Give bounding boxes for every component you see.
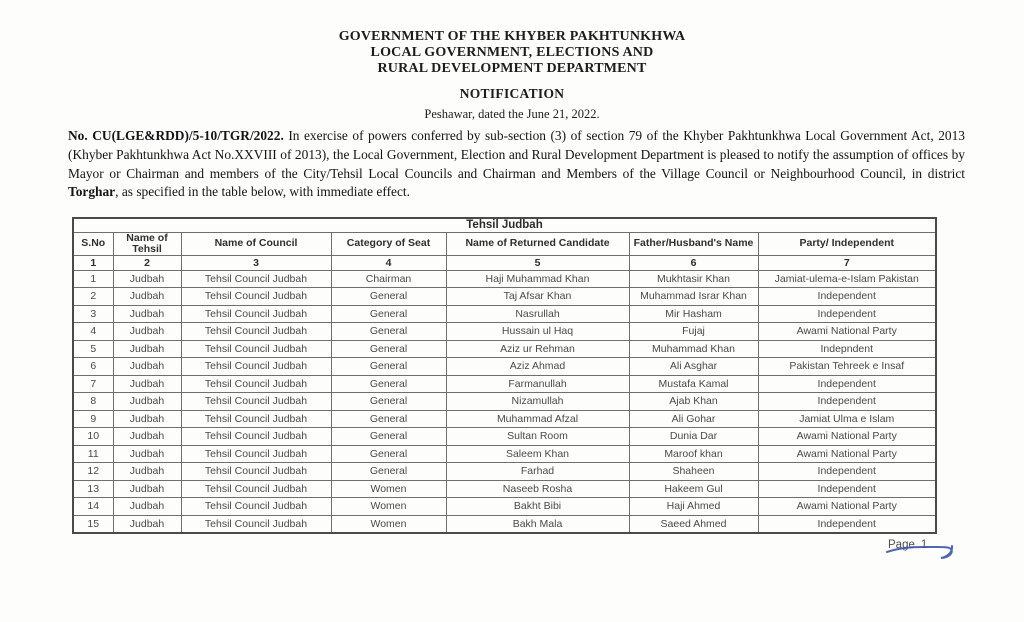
header-line-3: RURAL DEVELOPMENT DEPARTMENT	[377, 61, 647, 76]
table-cell: Farhad	[446, 463, 629, 481]
table-cell: Judbah	[113, 515, 181, 533]
reference-number: No. CU(LGE&RDD)/5-10/TGR/2022.	[68, 128, 284, 143]
table-cell: Judbah	[113, 358, 181, 376]
table-cell: Mukhtasir Khan	[629, 270, 758, 288]
table-cell: 13	[73, 480, 113, 498]
table-cell: Sultan Room	[446, 428, 629, 446]
table-cell: Muhammad Khan	[629, 340, 758, 358]
table-cell: Tehsil Council Judbah	[181, 445, 331, 463]
table-cell: 15	[73, 515, 113, 533]
table-cell: Independent	[758, 305, 936, 323]
table-cell: General	[331, 410, 446, 428]
table-cell: Nasrullah	[446, 305, 629, 323]
table-cell: Awami National Party	[758, 428, 936, 446]
table-cell: Jamiat-ulema-e-Islam Pakistan	[758, 270, 936, 288]
table-row	[73, 498, 936, 516]
table-cell: Judbah	[113, 393, 181, 411]
column-number: 2	[113, 255, 181, 270]
table-cell: Jamiat Ulma e Islam	[758, 410, 936, 428]
table-row	[73, 270, 936, 288]
table-cell: Saleem Khan	[446, 445, 629, 463]
table-cell: Taj Afsar Khan	[446, 288, 629, 306]
table-cell: Judbah	[113, 270, 181, 288]
column-header-sno: S.No	[73, 232, 113, 255]
table-cell: Women	[331, 515, 446, 533]
column-header-council: Name of Council	[181, 232, 331, 255]
table-row	[73, 445, 936, 463]
table-cell: Independent	[758, 463, 936, 481]
table-cell: 5	[73, 340, 113, 358]
table-row	[73, 480, 936, 498]
table-cell: Aziz Ahmad	[446, 358, 629, 376]
table-row	[73, 358, 936, 376]
table-row	[73, 288, 936, 306]
table-cell: Mustafa Kamal	[629, 375, 758, 393]
table-row	[73, 410, 936, 428]
table-cell: Judbah	[113, 480, 181, 498]
table-cell: 6	[73, 358, 113, 376]
table-cell: General	[331, 358, 446, 376]
table-cell: Tehsil Council Judbah	[181, 498, 331, 516]
table-cell: Tehsil Council Judbah	[181, 340, 331, 358]
table-cell: Aziz ur Rehman	[446, 340, 629, 358]
table-cell: Bakh Mala	[446, 515, 629, 533]
table-row	[73, 463, 936, 481]
table-cell: General	[331, 463, 446, 481]
table-cell: Judbah	[113, 445, 181, 463]
table-cell: General	[331, 305, 446, 323]
column-header-category: Category of Seat	[331, 232, 446, 255]
page-footer	[888, 539, 933, 551]
column-number: 1	[73, 255, 113, 270]
table-cell: Tehsil Council Judbah	[181, 480, 331, 498]
column-header-father: Father/Husband's Name	[629, 232, 758, 255]
table-cell: 11	[73, 445, 113, 463]
table-cell: Judbah	[113, 463, 181, 481]
table-cell: 8	[73, 393, 113, 411]
column-number: 3	[181, 255, 331, 270]
table-cell: Tehsil Council Judbah	[181, 463, 331, 481]
table-cell: Farmanullah	[446, 375, 629, 393]
table-cell: Tehsil Council Judbah	[181, 515, 331, 533]
header-line-1: GOVERNMENT OF THE KHYBER PAKHTUNKHWA	[338, 29, 686, 44]
table-title: Tehsil Judbah	[73, 218, 936, 232]
table-cell: 14	[73, 498, 113, 516]
table-cell: Shaheen	[629, 463, 758, 481]
table-cell: 12	[73, 463, 113, 481]
column-number: 7	[758, 255, 936, 270]
table-cell: Hussain ul Haq	[446, 323, 629, 341]
table-cell: 10	[73, 428, 113, 446]
table-cell: 7	[73, 375, 113, 393]
table-cell: 2	[73, 288, 113, 306]
table-cell: Tehsil Council Judbah	[181, 393, 331, 411]
column-header-candidate: Name of Returned Candidate	[446, 232, 629, 255]
table-cell: Muhammad Afzal	[446, 410, 629, 428]
table-cell: General	[331, 340, 446, 358]
table-cell: Pakistan Tehreek e Insaf	[758, 358, 936, 376]
table-cell: 4	[73, 323, 113, 341]
table-cell: Judbah	[113, 340, 181, 358]
table-cell: 9	[73, 410, 113, 428]
table-cell: Independent	[758, 288, 936, 306]
table-cell: General	[331, 393, 446, 411]
table-cell: General	[331, 288, 446, 306]
table-cell: Women	[331, 480, 446, 498]
table-cell: Tehsil Council Judbah	[181, 375, 331, 393]
page-number: 1	[920, 539, 928, 551]
table-cell: Judbah	[113, 288, 181, 306]
dateline: Peshawar, dated the June 21, 2022.	[424, 107, 600, 121]
table-cell: Fujaj	[629, 323, 758, 341]
table-cell: Muhammad Israr Khan	[629, 288, 758, 306]
table-title-row	[73, 218, 936, 232]
table-cell: Women	[331, 498, 446, 516]
table-cell: Independent	[758, 515, 936, 533]
notification-title: NOTIFICATION	[459, 86, 565, 101]
table-cell: Judbah	[113, 498, 181, 516]
table-cell: Awami National Party	[758, 498, 936, 516]
body-paragraph	[68, 127, 965, 202]
doc-header	[0, 29, 1024, 77]
table-cell: Tehsil Council Judbah	[181, 358, 331, 376]
district-name: Torghar	[68, 184, 116, 200]
table-row	[73, 305, 936, 323]
table-cell: Independent	[758, 480, 936, 498]
column-header-tehsil: Name of Tehsil	[113, 232, 181, 255]
table-cell: Hakeem Gul	[629, 480, 758, 498]
table-cell: Judbah	[113, 323, 181, 341]
table-cell: General	[331, 445, 446, 463]
table-cell: 1	[73, 270, 113, 288]
header-line-2: LOCAL GOVERNMENT, ELECTIONS AND	[370, 45, 654, 60]
table-row	[73, 393, 936, 411]
column-number: 4	[331, 255, 446, 270]
column-header-party: Party/ Independent	[758, 232, 936, 255]
table-cell: Judbah	[113, 428, 181, 446]
table-cell: Tehsil Council Judbah	[181, 428, 331, 446]
table-row	[73, 323, 936, 341]
table-cell: Tehsil Council Judbah	[181, 323, 331, 341]
table-row	[73, 515, 936, 533]
table-cell: Judbah	[113, 375, 181, 393]
table-cell: Awami National Party	[758, 445, 936, 463]
column-number-row	[73, 255, 936, 270]
table-cell: General	[331, 375, 446, 393]
table-cell: Tehsil Council Judbah	[181, 288, 331, 306]
table-cell: Judbah	[113, 410, 181, 428]
table-header-row	[73, 232, 936, 255]
results-table	[72, 217, 937, 534]
table-cell: Nizamullah	[446, 393, 629, 411]
table-cell: Tehsil Council Judbah	[181, 410, 331, 428]
table-cell: Mir Hasham	[629, 305, 758, 323]
table-cell: Saeed Ahmed	[629, 515, 758, 533]
page-label: Page	[888, 539, 915, 551]
column-number: 6	[629, 255, 758, 270]
table-row	[73, 340, 936, 358]
table-cell: Dunia Dar	[629, 428, 758, 446]
paragraph-text: In exercise of powers conferred by sub-section (3) of section 79 of the Khyber Pakhtunkhwa Local Government Act, 2013 (Khyber Pakhtunkhwa Act No.XXVIII of 2013), the Local Government, Election and Rural Development Department is pleased to notify the assumption of offices by Mayor or Chairman and members of the City/Tehsil Local Councils and Chairman and Members of the Village Council or Neighbourhood Council, in district	[68, 128, 965, 181]
table-cell: Independent	[758, 393, 936, 411]
table-cell: Haji Muhammad Khan	[446, 270, 629, 288]
table-cell: Chairman	[331, 270, 446, 288]
table-cell: Bakht Bibi	[446, 498, 629, 516]
table-cell: Ali Asghar	[629, 358, 758, 376]
table-cell: Ali Gohar	[629, 410, 758, 428]
table-cell: General	[331, 428, 446, 446]
paragraph-end: , as specified in the table below, with immediate effect.	[115, 184, 410, 200]
table-cell: Naseeb Rosha	[446, 480, 629, 498]
table-cell: Maroof khan	[629, 445, 758, 463]
table-body	[73, 270, 936, 533]
table-cell: Awami National Party	[758, 323, 936, 341]
table-cell: 3	[73, 305, 113, 323]
column-number: 5	[446, 255, 629, 270]
table-cell: Haji Ahmed	[629, 498, 758, 516]
table-cell: Judbah	[113, 305, 181, 323]
table-cell: Ajab Khan	[629, 393, 758, 411]
table-cell: Tehsil Council Judbah	[181, 305, 331, 323]
table-cell: General	[331, 323, 446, 341]
table-cell: Indepndent	[758, 340, 936, 358]
table-cell: Independent	[758, 375, 936, 393]
table-cell: Tehsil Council Judbah	[181, 270, 331, 288]
table-row	[73, 375, 936, 393]
table-row	[73, 428, 936, 446]
